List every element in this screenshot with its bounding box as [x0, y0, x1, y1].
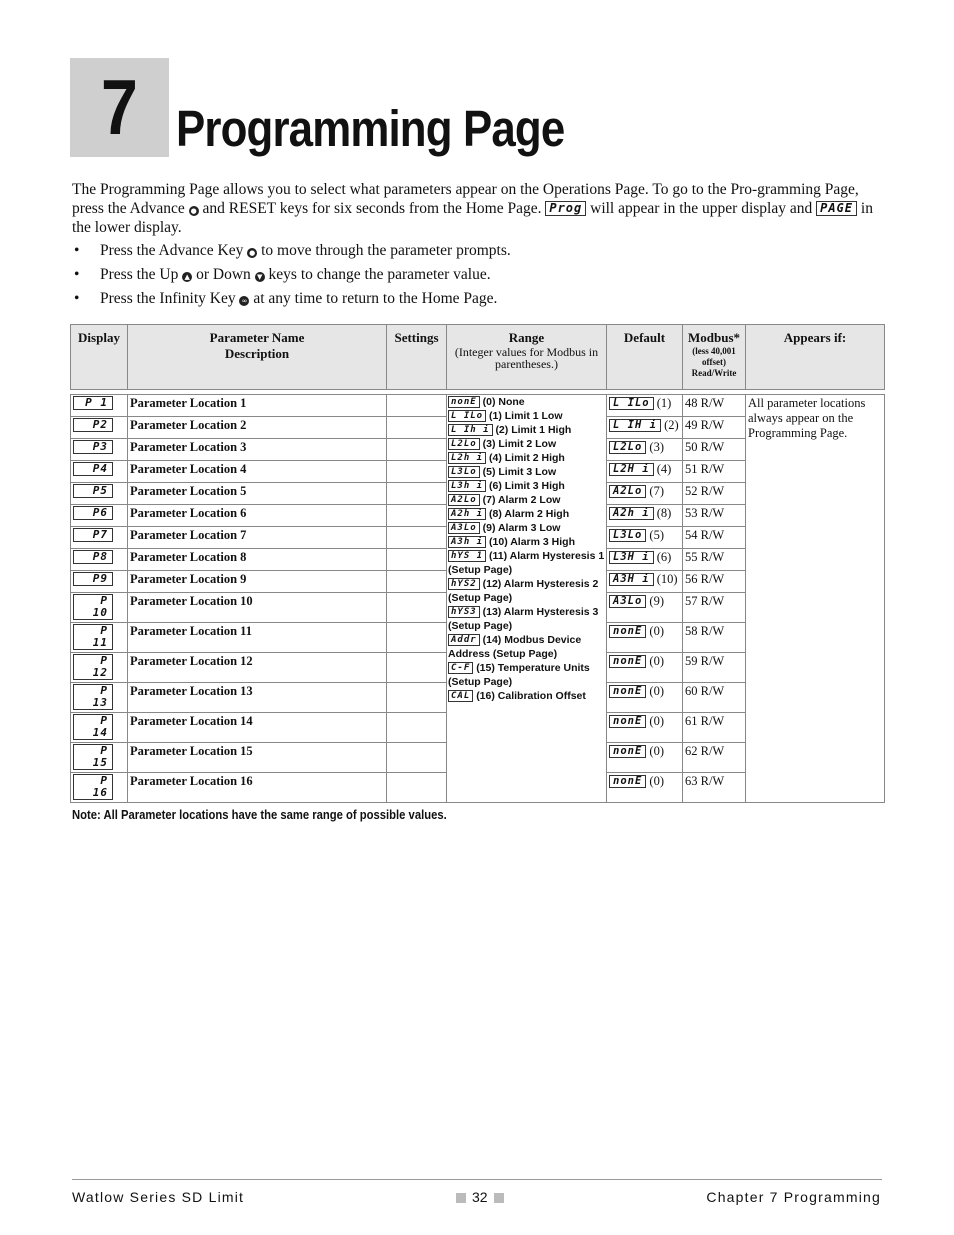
row-parameter-name: Parameter Location 5 — [128, 483, 387, 505]
row-modbus: 57 R/W — [683, 593, 746, 623]
row-default: L IH i (2) — [607, 417, 683, 439]
col-parameter-name: Parameter Name Description — [128, 325, 387, 390]
row-modbus: 50 R/W — [683, 439, 746, 461]
row-parameter-name: Parameter Location 7 — [128, 527, 387, 549]
table-note: Note: All Parameter locations have the same range of possible values. — [72, 808, 447, 822]
range-item: hYS 1 (11) Alarm Hysteresis 1 (Setup Page) — [448, 550, 605, 576]
range-item: A2Lo (7) Alarm 2 Low — [448, 493, 605, 507]
row-parameter-name: Parameter Location 15 — [128, 743, 387, 773]
row-default: L3Lo (5) — [607, 527, 683, 549]
range-item: A3Lo (9) Alarm 3 Low — [448, 521, 605, 535]
row-default: A3Lo (9) — [607, 593, 683, 623]
footer-page-number: 32 — [450, 1189, 510, 1205]
row-parameter-name: Parameter Location 16 — [128, 773, 387, 803]
row-default: L2Lo (3) — [607, 439, 683, 461]
list-item: • Press the Infinity Key ∞ at any time to return to the Home Page. — [72, 289, 884, 308]
col-appears-if: Appears if: — [746, 325, 885, 390]
advance-key-icon: ● — [190, 207, 197, 215]
row-display: P 14 — [71, 713, 128, 743]
intro-paragraph: The Programming Page allows you to select what parameters appear on the Operations Page. To go to the Pro-gramming Page, press the Advance ● and RESET keys for six seconds from the Home Page. Prog will appear in the upper display and PAGE in the lower display. — [72, 181, 873, 236]
row-modbus: 52 R/W — [683, 483, 746, 505]
down-key-icon: ▼ — [255, 272, 265, 282]
row-display: P 13 — [71, 683, 128, 713]
range-item: L ILo (1) Limit 1 Low — [448, 409, 605, 423]
row-modbus: 55 R/W — [683, 549, 746, 571]
row-settings — [387, 593, 447, 623]
row-display: P 11 — [71, 623, 128, 653]
infinity-key-icon: ∞ — [239, 296, 249, 306]
row-modbus: 58 R/W — [683, 623, 746, 653]
row-display: P2 — [71, 417, 128, 439]
instruction-list — [72, 241, 884, 308]
row-settings — [387, 623, 447, 653]
row-display: P9 — [71, 571, 128, 593]
footer-divider — [72, 1179, 882, 1180]
row-default: nonE (0) — [607, 713, 683, 743]
row-display: P 10 — [71, 593, 128, 623]
row-modbus: 59 R/W — [683, 653, 746, 683]
footer-chapter: Chapter 7 Programming — [706, 1189, 881, 1205]
range-item: hYS3 (13) Alarm Hysteresis 3 (Setup Page) — [448, 606, 599, 632]
range-item: L2h i (4) Limit 2 High — [448, 451, 605, 465]
footer-product: Watlow Series SD Limit — [72, 1189, 245, 1205]
row-parameter-name: Parameter Location 9 — [128, 571, 387, 593]
row-display: P 12 — [71, 653, 128, 683]
row-modbus: 56 R/W — [683, 571, 746, 593]
lcd-page: PAGE — [816, 201, 857, 216]
row-default: nonE (0) — [607, 623, 683, 653]
range-item: L3h i (6) Limit 3 High — [448, 479, 605, 493]
row-settings — [387, 483, 447, 505]
col-settings: Settings — [387, 325, 447, 390]
row-parameter-name: Parameter Location 13 — [128, 683, 387, 713]
row-display: P5 — [71, 483, 128, 505]
row-modbus: 62 R/W — [683, 743, 746, 773]
table-row — [71, 395, 885, 417]
row-settings — [387, 505, 447, 527]
row-display: P 1 — [71, 395, 128, 417]
row-parameter-name: Parameter Location 10 — [128, 593, 387, 623]
row-modbus: 49 R/W — [683, 417, 746, 439]
row-default: L3H i (6) — [607, 549, 683, 571]
row-settings — [387, 683, 447, 713]
row-parameter-name: Parameter Location 2 — [128, 417, 387, 439]
row-modbus: 51 R/W — [683, 461, 746, 483]
row-display: P7 — [71, 527, 128, 549]
row-settings — [387, 713, 447, 743]
row-settings — [387, 571, 447, 593]
range-item: C-F (15) Temperature Units (Setup Page) — [448, 662, 590, 688]
range-item: L2Lo (3) Limit 2 Low — [448, 437, 605, 451]
row-modbus: 53 R/W — [683, 505, 746, 527]
row-default: L2H i (4) — [607, 461, 683, 483]
range-item: A3h i (10) Alarm 3 High — [448, 535, 605, 549]
row-settings — [387, 527, 447, 549]
range-item: Addr (14) Modbus Device Address (Setup Page) — [448, 634, 582, 660]
row-settings — [387, 461, 447, 483]
range-item: CAL (16) Calibration Offset — [448, 689, 605, 703]
col-range: Range (Integer values for Modbus in parentheses.) — [447, 325, 607, 390]
row-settings — [387, 743, 447, 773]
row-modbus: 60 R/W — [683, 683, 746, 713]
chapter-number-box — [70, 58, 169, 157]
lcd-prog: Prog — [545, 201, 586, 216]
row-display: P4 — [71, 461, 128, 483]
row-display: P 15 — [71, 743, 128, 773]
range-list — [447, 395, 607, 803]
row-parameter-name: Parameter Location 8 — [128, 549, 387, 571]
row-modbus: 48 R/W — [683, 395, 746, 417]
advance-key-icon: ● — [249, 249, 256, 257]
row-parameter-name: Parameter Location 12 — [128, 653, 387, 683]
col-display: Display — [71, 325, 128, 390]
row-default: nonE (0) — [607, 683, 683, 713]
row-parameter-name: Parameter Location 6 — [128, 505, 387, 527]
row-default: A2h i (8) — [607, 505, 683, 527]
col-default: Default — [607, 325, 683, 390]
row-parameter-name: Parameter Location 14 — [128, 713, 387, 743]
row-display: P 16 — [71, 773, 128, 803]
row-settings — [387, 439, 447, 461]
chapter-number: 7 — [101, 63, 138, 151]
row-default: L ILo (1) — [607, 395, 683, 417]
row-display: P3 — [71, 439, 128, 461]
row-default: A3H i (10) — [607, 571, 683, 593]
range-item: L Ih i (2) Limit 1 High — [448, 423, 605, 437]
row-display: P6 — [71, 505, 128, 527]
up-key-icon: ▲ — [182, 272, 192, 282]
row-parameter-name: Parameter Location 11 — [128, 623, 387, 653]
row-settings — [387, 773, 447, 803]
row-default: nonE (0) — [607, 653, 683, 683]
range-item: A2h i (8) Alarm 2 High — [448, 507, 605, 521]
page-title: Programming Page — [176, 100, 565, 157]
row-settings — [387, 395, 447, 417]
row-default: nonE (0) — [607, 773, 683, 803]
row-default: nonE (0) — [607, 743, 683, 773]
range-item: nonE (0) None — [448, 395, 605, 409]
list-item: • Press the Up ▲ or Down ▼ keys to change the parameter value. — [72, 265, 884, 284]
table-header-row — [71, 325, 885, 390]
range-item: L3Lo (5) Limit 3 Low — [448, 465, 605, 479]
appears-if-cell: All parameter locations always appear on the Programming Page. — [746, 395, 885, 803]
row-parameter-name: Parameter Location 1 — [128, 395, 387, 417]
parameter-table — [70, 324, 885, 803]
intro-section — [72, 180, 884, 313]
row-settings — [387, 549, 447, 571]
row-modbus: 63 R/W — [683, 773, 746, 803]
list-item: • Press the Advance Key ● to move through the parameter prompts. — [72, 241, 884, 260]
row-settings — [387, 417, 447, 439]
row-modbus: 54 R/W — [683, 527, 746, 549]
row-settings — [387, 653, 447, 683]
col-modbus: Modbus* (less 40,001 offset) Read/Write — [683, 325, 746, 390]
row-default: A2Lo (7) — [607, 483, 683, 505]
range-item: hYS2 (12) Alarm Hysteresis 2 (Setup Page) — [448, 578, 599, 604]
row-display: P8 — [71, 549, 128, 571]
row-modbus: 61 R/W — [683, 713, 746, 743]
row-parameter-name: Parameter Location 4 — [128, 461, 387, 483]
row-parameter-name: Parameter Location 3 — [128, 439, 387, 461]
